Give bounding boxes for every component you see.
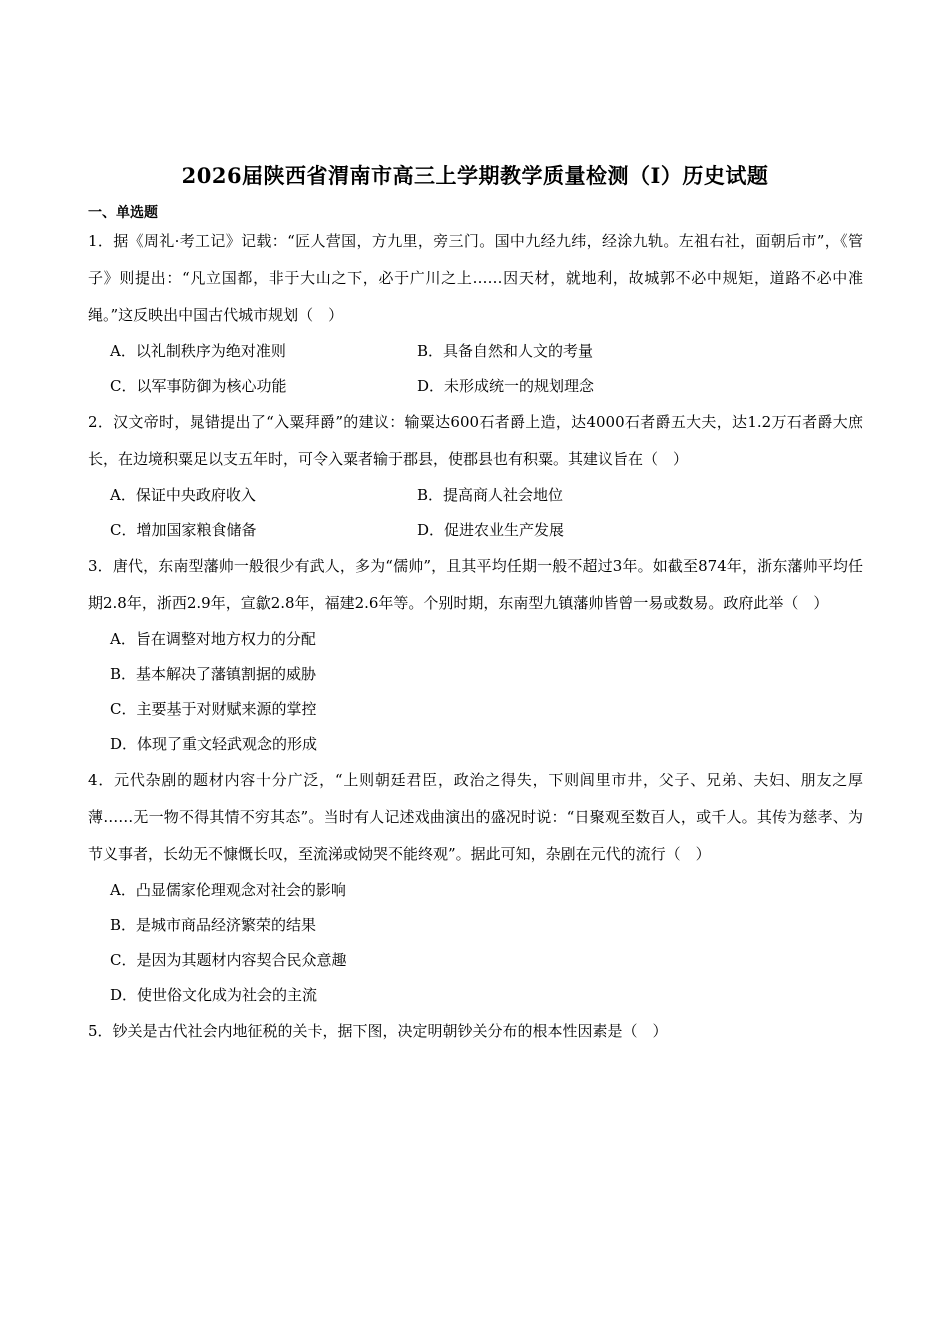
option-c[interactable]: C．以军事防御为核心功能 xyxy=(110,377,287,395)
question-1 xyxy=(88,223,863,404)
option-list xyxy=(88,478,863,548)
option-list xyxy=(88,334,863,404)
option-b[interactable]: B．提高商人社会地位 xyxy=(417,486,564,504)
option-a[interactable]: A．凸显儒家伦理观念对社会的影响 xyxy=(110,881,346,899)
option-c[interactable]: C．主要基于对财赋来源的掌控 xyxy=(110,700,317,718)
option-b[interactable]: B．是城市商品经济繁荣的结果 xyxy=(110,916,317,934)
question-stem: 4．元代杂剧的题材内容十分广泛，“上则朝廷君臣，政治之得失，下则闾里市井，父子、兄弟、夫妇、朋友之厚薄……无一物不得其情不穷其态”。当时有人记述戏曲演出的盛况时说：“日聚观至数百人，或千人。其传为慈孝、为节义事者，长幼无不慷慨长叹，至流涕或恸哭不能终观”。据此可知，杂剧在元代的流行（ ） xyxy=(88,771,863,863)
option-b[interactable]: B．基本解决了藩镇割据的威胁 xyxy=(110,665,317,683)
question-stem: 5．钞关是古代社会内地征税的关卡，据下图，决定明朝钞关分布的根本性因素是（ ） xyxy=(88,1022,668,1040)
option-d[interactable]: D．体现了重文轻武观念的形成 xyxy=(110,735,318,753)
option-d[interactable]: D．促进农业生产发展 xyxy=(417,521,565,539)
option-a[interactable]: A．以礼制秩序为绝对准则 xyxy=(110,342,286,360)
question-3 xyxy=(88,548,863,762)
option-a[interactable]: A．旨在调整对地方权力的分配 xyxy=(110,630,316,648)
question-5 xyxy=(88,1013,863,1050)
option-d[interactable]: D．未形成统一的规划理念 xyxy=(417,377,595,395)
option-list xyxy=(88,873,863,1013)
question-2 xyxy=(88,404,863,548)
option-d[interactable]: D．使世俗文化成为社会的主流 xyxy=(110,986,318,1004)
option-list xyxy=(88,622,863,762)
page-title: 2026届陕西省渭南市高三上学期教学质量检测（Ⅰ）历史试题 xyxy=(181,163,769,188)
question-4 xyxy=(88,762,863,1013)
option-c[interactable]: C．增加国家粮食储备 xyxy=(110,521,257,539)
option-b[interactable]: B．具备自然和人文的考量 xyxy=(417,342,594,360)
question-stem: 1．据《周礼·考工记》记载：“匠人营国，方九里，旁三门。国中九经九纬，经涂九轨。左祖右社，面朝后市”，《管子》则提出：“凡立国都，非于大山之下，必于广川之上……因天材，就地利，故城郭不必中规矩，道路不必中准绳。”这反映出中国古代城市规划（ ） xyxy=(88,232,863,324)
option-a[interactable]: A．保证中央政府收入 xyxy=(110,486,256,504)
question-list xyxy=(88,223,863,1050)
section-heading: 一、单选题 xyxy=(88,205,158,221)
question-stem: 2．汉文帝时，晁错提出了“入粟拜爵”的建议：输粟达600石者爵上造，达4000石者爵五大夫，达1.2万石者爵大庶长，在边境积粟足以支五年时，可令入粟者输于郡县，使郡县也有积粟。其建议旨在（ ） xyxy=(88,413,863,468)
question-stem: 3．唐代，东南型藩帅一般很少有武人，多为“儒帅”，且其平均任期一般不超过3年。如截至874年，浙东藩帅平均任期2.8年，浙西2.9年，宣歙2.8年，福建2.6年等。个别时期，东南型九镇藩帅皆曾一易或数易。政府此举（ ） xyxy=(88,557,863,612)
option-c[interactable]: C．是因为其题材内容契合民众意趣 xyxy=(110,951,347,969)
